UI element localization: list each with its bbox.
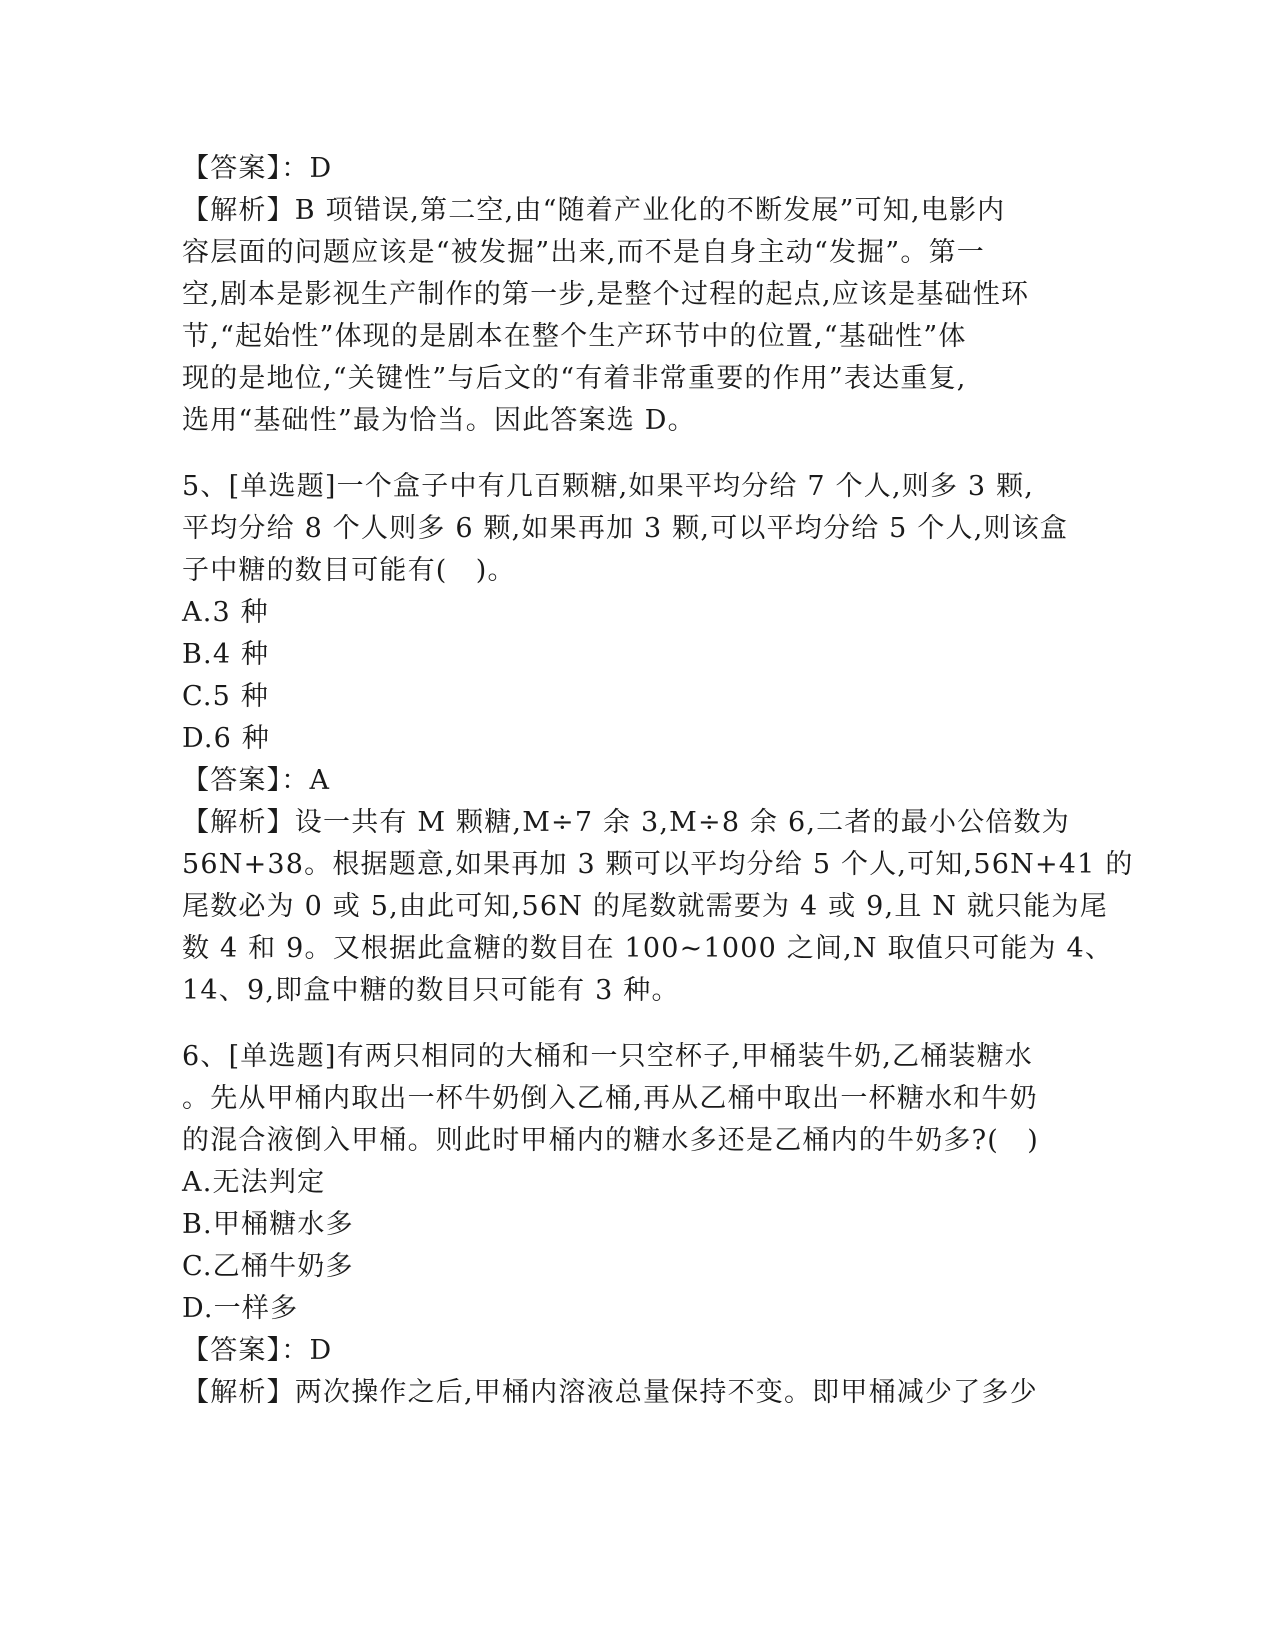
q6-analysis bbox=[182, 1372, 1082, 1414]
question-5 bbox=[182, 466, 1134, 1012]
stem-line: 5、[单选题]一个盒子中有几百颗糖,如果平均分给 7 个人,则多 3 颗, bbox=[182, 471, 1035, 502]
question-6 bbox=[182, 1036, 1082, 1414]
analysis-line: 【解析】两次操作之后,甲桶内溶液总量保持不变。即甲桶减少了多少 bbox=[182, 1377, 1038, 1408]
analysis-line: 【解析】设一共有 M 颗糖,M÷7 余 3,M÷8 余 6,二者的最小公倍数为 bbox=[182, 807, 1070, 838]
q6-answer: 【答案】：D bbox=[182, 1335, 333, 1366]
q4-answer: 【答案】：D bbox=[182, 153, 333, 184]
option-d: D.一样多 bbox=[182, 1293, 299, 1324]
q5-analysis bbox=[182, 802, 1134, 1012]
q5-stem bbox=[182, 466, 1082, 592]
analysis-line: 选用“基础性”最为恰当。因此答案选 D。 bbox=[182, 405, 696, 436]
q4-analysis bbox=[182, 190, 1082, 442]
option-b: B.甲桶糖水多 bbox=[182, 1209, 354, 1240]
option-c: C.5 种 bbox=[182, 681, 270, 712]
stem-line: 的混合液倒入甲桶。则此时甲桶内的糖水多还是乙桶内的牛奶多?( ) bbox=[182, 1125, 1039, 1156]
option-b: B.4 种 bbox=[182, 639, 270, 670]
analysis-line: 尾数必为 0 或 5,由此可知,56N 的尾数就需要为 4 或 9,且 N 就只能为尾 bbox=[182, 891, 1108, 922]
stem-line: 子中糖的数目可能有( )。 bbox=[182, 555, 516, 586]
analysis-line: 56N+38。根据题意,如果再加 3 颗可以平均分给 5 个人,可知,56N+41 的 bbox=[182, 849, 1134, 880]
q5-options bbox=[182, 592, 1082, 760]
q5-answer: 【答案】：A bbox=[182, 765, 331, 796]
option-c: C.乙桶牛奶多 bbox=[182, 1251, 354, 1282]
analysis-line: 数 4 和 9。又根据此盒糖的数目在 100~1000 之间,N 取值只可能为 4、 bbox=[182, 933, 1114, 964]
analysis-line: 【解析】B 项错误,第二空,由“随着产业化的不断发展”可知,电影内 bbox=[182, 195, 1006, 226]
stem-line: 。先从甲桶内取出一杯牛奶倒入乙桶,再从乙桶中取出一杯糖水和牛奶 bbox=[182, 1083, 1038, 1114]
analysis-line: 容层面的问题应该是“被发掘”出来,而不是自身主动“发掘”。第一 bbox=[182, 237, 985, 268]
q6-stem bbox=[182, 1036, 1082, 1162]
q6-options bbox=[182, 1162, 1082, 1330]
option-d: D.6 种 bbox=[182, 723, 271, 754]
analysis-line: 节,“起始性”体现的是剧本在整个生产环节中的位置,“基础性”体 bbox=[182, 321, 967, 352]
option-a: A.3 种 bbox=[182, 597, 269, 628]
stem-line: 平均分给 8 个人则多 6 颗,如果再加 3 颗,可以平均分给 5 个人,则该盒 bbox=[182, 513, 1069, 544]
analysis-line: 14、9,即盒中糖的数目只可能有 3 种。 bbox=[182, 975, 680, 1006]
document-page bbox=[182, 148, 1134, 1414]
analysis-line: 现的是地位,“关键性”与后文的“有着非常重要的作用”表达重复, bbox=[182, 363, 967, 394]
analysis-line: 空,剧本是影视生产制作的第一步,是整个过程的起点,应该是基础性环 bbox=[182, 279, 1030, 310]
stem-line: 6、[单选题]有两只相同的大桶和一只空杯子,甲桶装牛奶,乙桶装糖水 bbox=[182, 1041, 1034, 1072]
option-a: A.无法判定 bbox=[182, 1167, 326, 1198]
